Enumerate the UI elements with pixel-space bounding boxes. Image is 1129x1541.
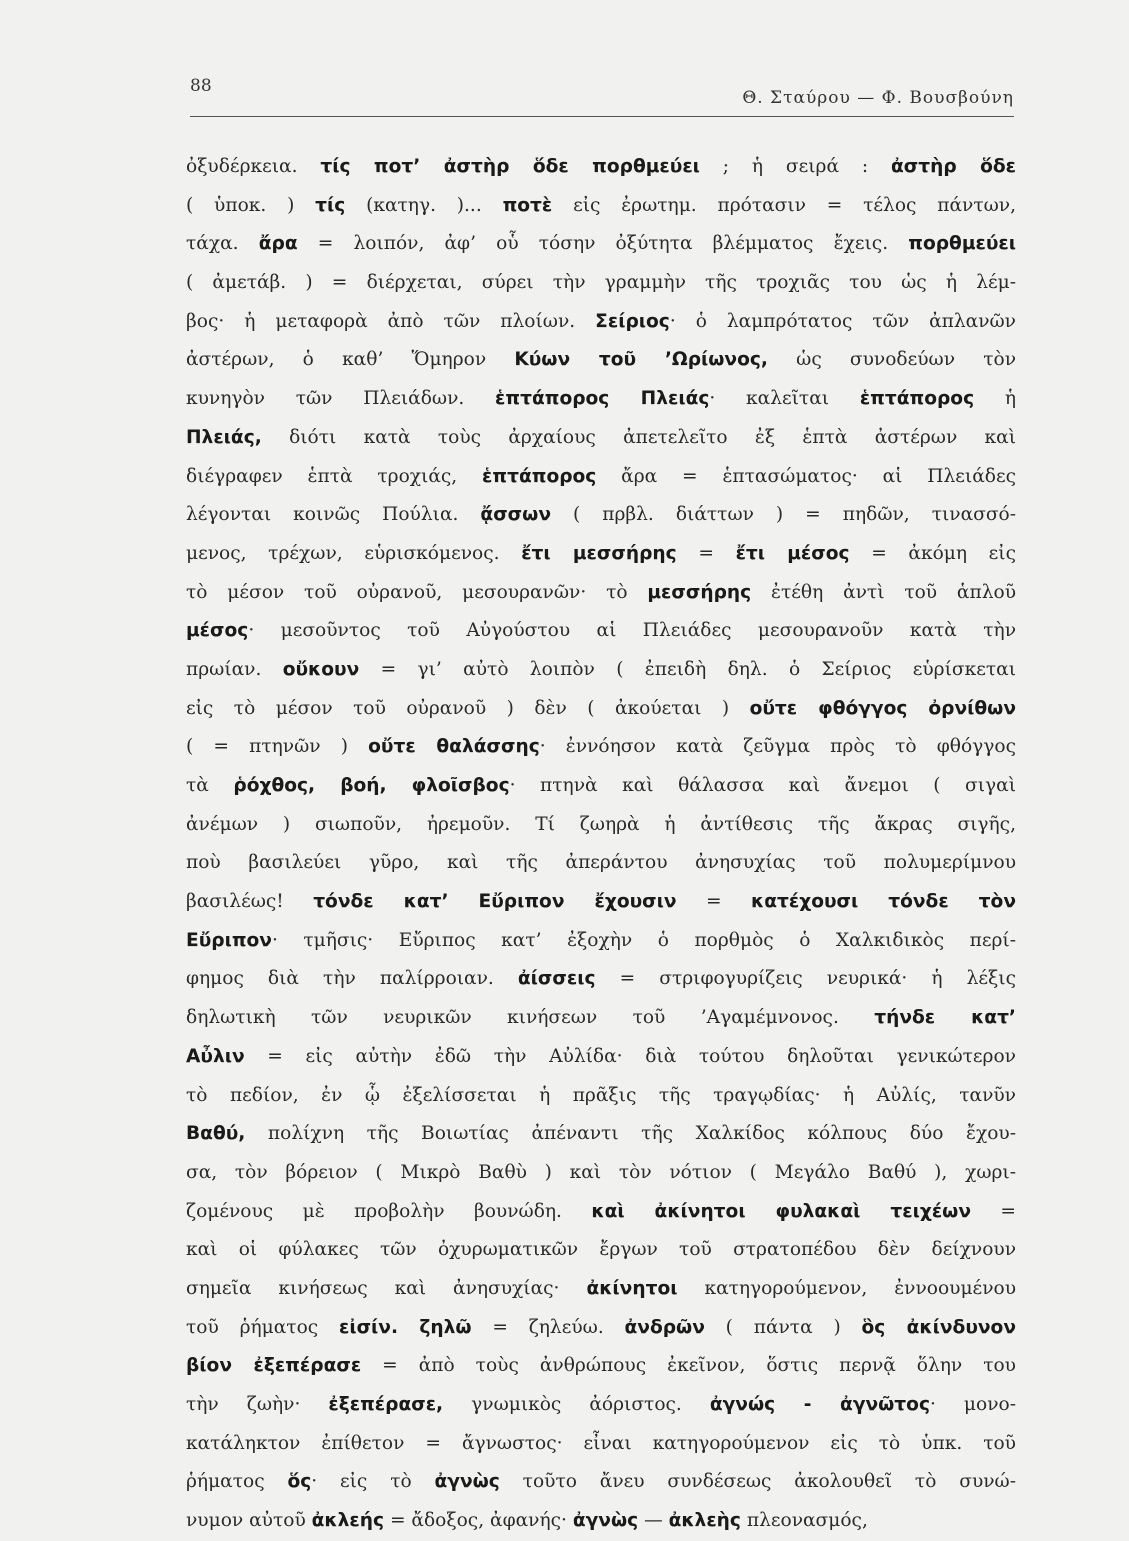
lemma-term: ἀγνὼς (572, 1510, 639, 1532)
text-line (186, 148, 1016, 187)
lemma-term: ἔτι μέσος (735, 542, 850, 564)
commentary-segment: διότι κατὰ τοὺς ἀρχαίους ἀπετελεῖτο ἐξ ἑπτὰ ἀστέρων καὶ (261, 426, 1016, 448)
commentary-segment: · εἰς τὸ (311, 1471, 435, 1493)
commentary-segment: ποὺ βασιλεύει γῦρο, καὶ τῆς ἀπεράντου ἀνησυχίας τοῦ πολυμερίμνου (186, 852, 1016, 874)
commentary-segment: = ζηλεύω. (471, 1316, 625, 1338)
commentary-segment: εἰς ἐρωτημ. πρότασιν = τέλος πάντων, (552, 194, 1016, 216)
lemma-term: Βαθύ, (186, 1123, 246, 1145)
lemma-term: ἔτι μεσσήρης (521, 542, 677, 564)
commentary-segment: σα, τὸν βόρειον ( Μικρὸ Βαθὺ ) καὶ τὸν νότιον ( Μεγάλο Βαθύ ), χωρι- (186, 1161, 1016, 1183)
commentary-segment: (κατηγ. )... (345, 194, 503, 216)
lemma-term: ᾄσσων (480, 504, 551, 526)
commentary-segment: ( πρβλ. διάττων ) = πηδῶν, τινασσό- (550, 504, 1016, 526)
lemma-term: ἀκλεής (311, 1510, 385, 1532)
commentary-segment: ὀξυδέρκεια. (186, 156, 321, 177)
page-header (190, 70, 1014, 117)
text-line (186, 341, 1016, 380)
running-head: Θ. Σταύρου — Φ. Βουσβούνη (742, 88, 1014, 108)
lemma-term: οὔτε φθόγγος ὀρνίθων (749, 697, 1016, 719)
commentary-segment: ἀστέρων, ὁ καθ’ Ὅμηρον (186, 349, 515, 371)
commentary-segment: = εἰς αὐτὴν ἐδῶ τὴν Αὐλίδα· διὰ τούτου δηλοῦται γενικώτερον (244, 1045, 1016, 1067)
commentary-segment: = (676, 891, 751, 913)
lemma-term: Σείριος (595, 310, 670, 332)
lemma-term: οὔκουν (282, 658, 360, 680)
text-line (186, 225, 1016, 264)
commentary-segment: τοῦ ῥήματος (186, 1316, 339, 1338)
text-line (186, 1077, 1016, 1116)
commentary-segment: = ἀκόμη εἰς (849, 542, 1016, 564)
commentary-segment: τὴν ζωὴν· (186, 1394, 329, 1415)
commentary-segment: ἡ (974, 388, 1016, 410)
commentary-segment: πλεονασμός, (740, 1510, 868, 1532)
commentary-segment: · ὁ λαμπρότατος τῶν ἀπλανῶν (669, 310, 1016, 332)
text-line (186, 922, 1016, 961)
commentary-segment: ἐτέθη ἀντὶ τοῦ ἁπλοῦ (751, 581, 1016, 603)
commentary-segment: κατηγορούμενον, ἐννοουμένου (677, 1277, 1016, 1299)
text-line (186, 574, 1016, 613)
text-line (186, 380, 1016, 419)
commentary-segment: = ἀπὸ τοὺς ἀνθρώπους ἐκεῖνον, ὅστις περνᾷ ὅλην του (361, 1355, 1016, 1377)
text-line (186, 883, 1016, 922)
text-line (186, 1347, 1016, 1386)
text-line (186, 767, 1016, 806)
lemma-term: τήνδε κατ’ (874, 1007, 1016, 1029)
lemma-term: εἰσίν. ζηλῶ (338, 1316, 472, 1338)
lemma-term: ἀίσσεις (517, 968, 596, 990)
lemma-term: μέσος (186, 620, 249, 642)
text-line (186, 1193, 1016, 1232)
commentary-segment: ὡς συνοδεύων τὸν (767, 349, 1016, 371)
commentary-segment: — (638, 1510, 669, 1532)
commentary-segment: τὸ πεδίον, ἐν ᾧ ἐξελίσσεται ἡ πρᾶξις τῆς τραγῳδίας· ἡ Αὐλίς, τανῦν (186, 1084, 1016, 1106)
commentary-segment: νυμον αὐτοῦ (186, 1510, 312, 1532)
text-line (186, 303, 1016, 342)
lemma-term: ὃς ἀκίνδυνον (861, 1316, 1016, 1338)
lemma-term: καὶ ἀκίνητοι φυλακαὶ τειχέων (591, 1200, 972, 1222)
commentary-segment: ἀνέμων ) σιωποῦν, ἠρεμοῦν. Τί ζωηρὰ ἡ ἀντίθεσις τῆς ἄκρας σιγῆς, (186, 813, 1016, 835)
commentary-segment: τὰ (186, 775, 234, 796)
commentary-segment: · μονο- (929, 1394, 1016, 1415)
commentary-segment: ἄρα = ἑπτασώματος· αἱ Πλειάδες (596, 465, 1016, 487)
text-line (186, 1309, 1016, 1348)
text-line (186, 187, 1016, 226)
commentary-segment: = ἄδοξος, ἀφανής· (384, 1510, 573, 1532)
lemma-term: ἑπτάπορος Πλειάς (495, 388, 710, 410)
commentary-segment: ( = πτηνῶν ) (186, 736, 369, 758)
lemma-term: Αὖλιν (186, 1045, 245, 1067)
commentary-segment: ; ἡ σειρά : (699, 156, 892, 177)
text-line (186, 612, 1016, 651)
text-line (186, 496, 1016, 535)
commentary-segment: τὸ μέσον τοῦ οὐρανοῦ, μεσουρανῶν· τὸ (186, 581, 648, 603)
commentary-segment: · μεσοῦντος τοῦ Αὐγούστου αἱ Πλειάδες μεσουρανοῦν κατὰ τὴν (248, 620, 1016, 642)
commentary-segment: λέγονται κοινῶς Πούλια. (186, 504, 481, 526)
text-line (186, 806, 1016, 845)
commentary-segment: τοῦτο ἄνευ συνδέσεως ἀκολουθεῖ τὸ συνώ- (499, 1471, 1016, 1493)
commentary-segment: · ἐννόησον κατὰ ζεῦγμα πρὸς τὸ φθόγγος (539, 736, 1016, 758)
lemma-term: ἑπτάπορος (482, 465, 597, 487)
lemma-term: κατέχουσι τόνδε τὸν (751, 891, 1016, 913)
lemma-term: ἀστὴρ ὅδε (891, 156, 1016, 177)
commentary-segment: τάχα. (186, 233, 259, 255)
commentary-segment: κατάληκτον ἐπίθετον = ἄγνωστος· εἶναι κατηγορούμενον εἰς τὸ ὑπκ. τοῦ (186, 1432, 1016, 1454)
text-line (186, 1425, 1016, 1464)
lemma-term: ἀγνώς - ἀγνῶτος (709, 1394, 930, 1415)
text-line (186, 535, 1016, 574)
text-line (186, 1231, 1016, 1270)
text-line (186, 1115, 1016, 1154)
commentary-segment: φημος διὰ τὴν παλίρροιαν. (186, 968, 518, 990)
commentary-text (186, 148, 1016, 1541)
lemma-term: ἀκλεὴς (668, 1510, 741, 1532)
text-line (186, 1463, 1016, 1502)
commentary-segment: γνωμικὸς ἀόριστος. (443, 1394, 710, 1415)
text-line (186, 1270, 1016, 1309)
lemma-term: ἀνδρῶν (624, 1316, 705, 1338)
commentary-segment: · πτηνὰ καὶ θάλασσα καὶ ἄνεμοι ( σιγαὶ (509, 775, 1016, 796)
lemma-term: οὔτε θαλάσσης (368, 736, 540, 758)
text-line (186, 690, 1016, 729)
lemma-term: μεσσήρης (647, 581, 752, 603)
commentary-segment: δηλωτικὴ τῶν νευρικῶν κινήσεων τοῦ ’Αγαμέμνονος. (186, 1007, 875, 1029)
lemma-term: Εὔριπον (186, 929, 272, 951)
text-line (186, 1386, 1016, 1425)
commentary-segment: εἰς τὸ μέσον τοῦ οὐρανοῦ ) δὲν ( ἀκούεται ) (186, 697, 750, 719)
commentary-segment: πρωίαν. (186, 658, 283, 680)
commentary-segment: μενος, τρέχων, εὑρισκόμενος. (186, 542, 522, 564)
lemma-term: Πλειάς, (186, 426, 262, 448)
lemma-term: ἀκίνητοι (586, 1277, 678, 1299)
lemma-term: τίς (315, 194, 346, 216)
text-line (186, 458, 1016, 497)
commentary-segment: · καλεῖται (709, 388, 860, 410)
commentary-segment: = (676, 542, 736, 564)
lemma-term: ἑπτάπορος (859, 388, 975, 410)
commentary-segment: · τμῆσις· Εὔριπος κατ’ ἐξοχὴν ὁ πορθμὸς ὁ Χαλκιδικὸς περί- (271, 929, 1016, 951)
lemma-term: τίς ποτ’ ἀστὴρ ὅδε πορθμεύει (320, 156, 700, 177)
text-line (186, 999, 1016, 1038)
text-line (186, 419, 1016, 458)
lemma-term: ἄρα (258, 233, 298, 255)
commentary-segment: διέγραφεν ἑπτὰ τροχιάς, (186, 465, 483, 487)
commentary-segment: ( πάντα ) (704, 1316, 862, 1338)
commentary-segment: = (971, 1200, 1016, 1222)
page-number: 88 (190, 76, 212, 96)
text-line (186, 844, 1016, 883)
lemma-term: ὅς (287, 1471, 312, 1493)
commentary-segment: ( ἀμετάβ. ) = διέρχεται, σύρει τὴν γραμμὴν τῆς τροχιᾶς του ὡς ἡ λέμ- (186, 272, 1016, 294)
commentary-segment: βος· ἡ μεταφορὰ ἀπὸ τῶν πλοίων. (186, 310, 596, 332)
commentary-segment: = στριφογυρίζεις νευρικά· ἡ λέξις (595, 968, 1016, 990)
commentary-segment: ( ὑποκ. ) (186, 194, 316, 216)
commentary-segment: κυνηγὸν τῶν Πλειάδων. (186, 388, 496, 410)
commentary-segment: ῥήματος (186, 1471, 288, 1493)
commentary-segment: σημεῖα κινήσεως καὶ ἀνησυχίας· (186, 1277, 587, 1299)
text-line (186, 264, 1016, 303)
commentary-segment: = λοιπόν, ἀφ’ οὗ τόσην ὀξύτητα βλέμματος ἔχεις. (297, 233, 909, 255)
text-line (186, 651, 1016, 690)
text-line (186, 1154, 1016, 1193)
text-line (186, 728, 1016, 767)
lemma-term: Κύων τοῦ ’Ωρίωνος, (514, 349, 768, 371)
lemma-term: ποτὲ (502, 194, 553, 216)
text-line (186, 960, 1016, 999)
commentary-segment: ζομένους μὲ προβολὴν βουνώδη. (186, 1200, 592, 1222)
lemma-term: τόνδε κατ’ Εὔριπον ἔχουσιν (313, 891, 677, 913)
lemma-term: ῥόχθος, βοή, φλοῖσβος (233, 775, 510, 796)
lemma-term: πορθμεύει (908, 233, 1016, 255)
text-line (186, 1502, 1016, 1541)
commentary-segment: βασιλέως! (186, 891, 314, 913)
lemma-term: βίον ἐξεπέρασε (186, 1355, 362, 1377)
lemma-term: ἀγνὼς (434, 1471, 500, 1493)
commentary-segment: καὶ οἱ φύλακες τῶν ὀχυρωματικῶν ἔργων τοῦ στρατοπέδου δὲν δείχνουν (186, 1239, 1016, 1261)
commentary-segment: = γι’ αὐτὸ λοιπὸν ( ἐπειδὴ δηλ. ὁ Σείριος εὑρίσκεται (359, 658, 1016, 680)
commentary-segment: πολίχνη τῆς Βοιωτίας ἀπέναντι τῆς Χαλκίδος κόλπους δύο ἔχου- (245, 1123, 1016, 1145)
text-line (186, 1038, 1016, 1077)
lemma-term: ἐξεπέρασε, (328, 1394, 444, 1415)
